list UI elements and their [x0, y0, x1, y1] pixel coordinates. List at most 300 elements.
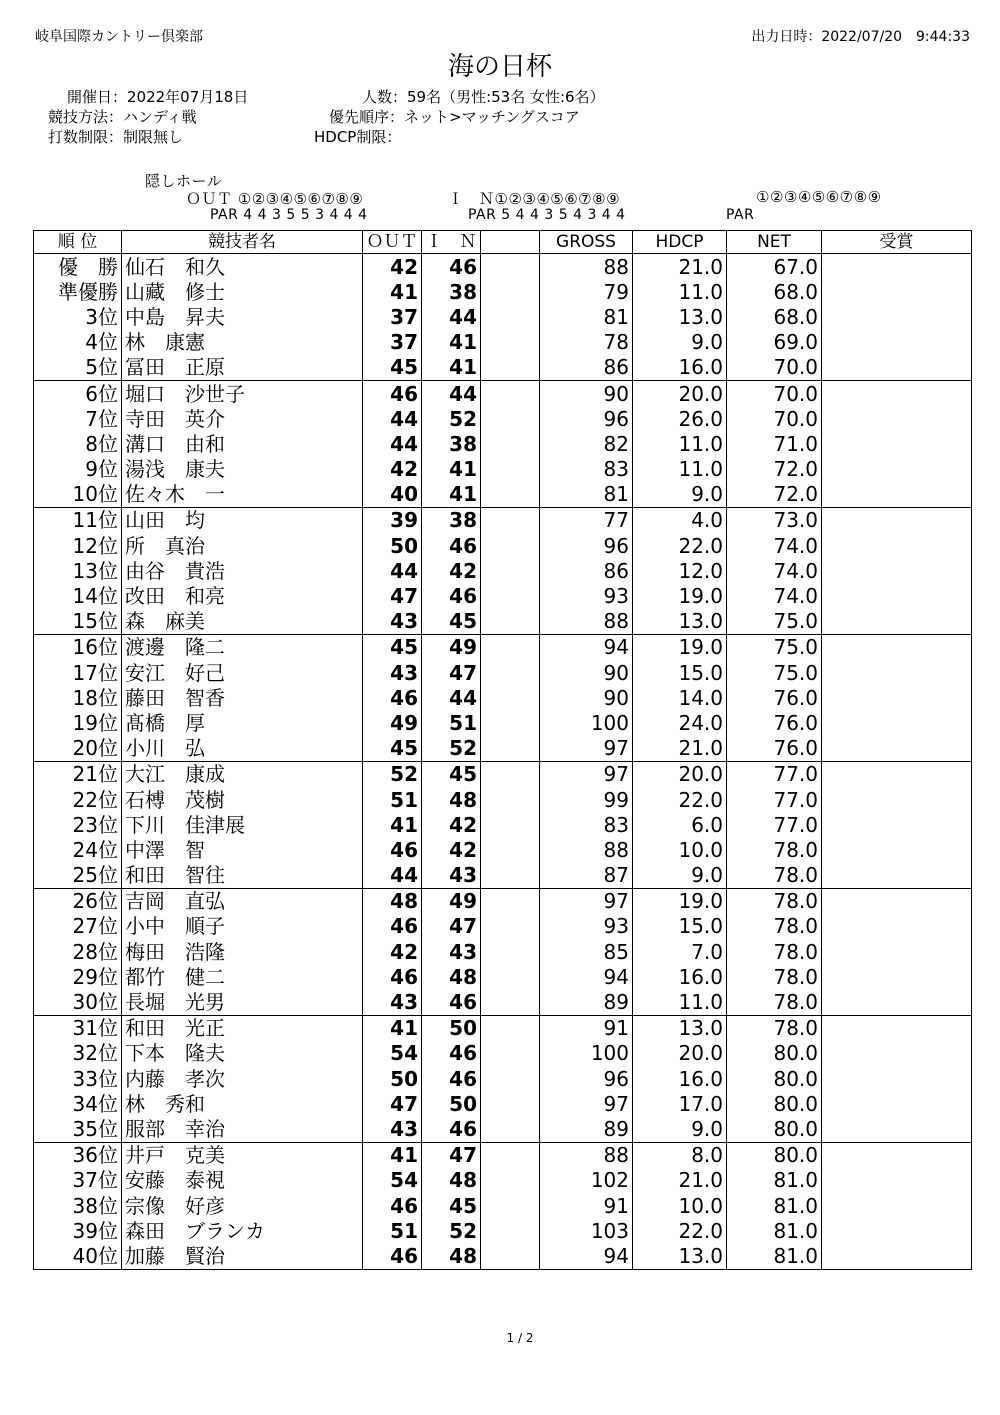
cell-hdcp: 9.0 [633, 482, 727, 508]
cell-rank: 7位 [34, 406, 122, 431]
table-row [34, 1142, 972, 1168]
cell-hdcp: 22.0 [633, 787, 727, 812]
cell-out-score: 41 [363, 1015, 422, 1041]
cell-player-name: 由谷 貴浩 [122, 558, 363, 583]
cell-hdcp: 20.0 [633, 380, 727, 406]
cell-award [822, 888, 972, 914]
cell-award [822, 1218, 972, 1243]
cell-net: 78.0 [727, 837, 822, 862]
cell-net: 78.0 [727, 914, 822, 939]
cell-blank [481, 1168, 540, 1193]
cell-net: 76.0 [727, 710, 822, 735]
cell-rank: 30位 [34, 989, 122, 1015]
table-row [34, 863, 972, 889]
cell-award [822, 660, 972, 685]
cell-out-score: 44 [363, 558, 422, 583]
cell-award [822, 812, 972, 837]
cell-gross: 100 [540, 710, 633, 735]
cell-in-score: 50 [422, 1091, 481, 1116]
cell-net: 81.0 [727, 1193, 822, 1218]
cell-net: 78.0 [727, 964, 822, 989]
hidden-holes-extra: ①②③④⑤⑥⑦⑧⑨ [756, 188, 882, 206]
cell-blank [481, 736, 540, 762]
cell-in-score: 47 [422, 1142, 481, 1168]
cell-net: 78.0 [727, 888, 822, 914]
cell-blank [481, 1218, 540, 1243]
table-row [34, 964, 972, 989]
cell-out-score: 45 [363, 736, 422, 762]
table-row [34, 710, 972, 735]
table-row [34, 1193, 972, 1218]
cell-gross: 86 [540, 355, 633, 381]
cell-out-score: 41 [363, 812, 422, 837]
cell-player-name: 吉岡 直弘 [122, 888, 363, 914]
cell-in-score: 46 [422, 1041, 481, 1066]
cell-rank: 40位 [34, 1243, 122, 1269]
cell-award [822, 1015, 972, 1041]
cell-hdcp: 11.0 [633, 431, 727, 456]
col-gross: GROSS [540, 231, 633, 254]
cell-gross: 88 [540, 609, 633, 635]
cell-hdcp: 13.0 [633, 609, 727, 635]
cell-gross: 91 [540, 1193, 633, 1218]
table-row [34, 812, 972, 837]
cell-player-name: 冨田 正原 [122, 355, 363, 381]
cell-rank: 28位 [34, 939, 122, 964]
cell-out-score: 44 [363, 406, 422, 431]
cell-net: 68.0 [727, 304, 822, 329]
cell-hdcp: 22.0 [633, 1218, 727, 1243]
cell-player-name: 堀口 沙世子 [122, 380, 363, 406]
table-row [34, 583, 972, 608]
cell-out-score: 51 [363, 1218, 422, 1243]
cell-blank [481, 939, 540, 964]
cell-hdcp: 6.0 [633, 812, 727, 837]
cell-hdcp: 11.0 [633, 989, 727, 1015]
cell-hdcp: 20.0 [633, 761, 727, 787]
table-row [34, 406, 972, 431]
cell-player-name: 長堀 光男 [122, 989, 363, 1015]
cell-blank [481, 964, 540, 989]
cell-in-score: 46 [422, 583, 481, 608]
cell-award [822, 1193, 972, 1218]
cell-gross: 90 [540, 380, 633, 406]
cell-out-score: 54 [363, 1041, 422, 1066]
cell-blank [481, 482, 540, 508]
table-row [34, 1116, 972, 1142]
cell-award [822, 1066, 972, 1091]
cell-award [822, 279, 972, 304]
cell-net: 67.0 [727, 254, 822, 280]
cell-net: 78.0 [727, 1015, 822, 1041]
cell-award [822, 787, 972, 812]
cell-gross: 83 [540, 812, 633, 837]
table-row [34, 1041, 972, 1066]
cell-net: 71.0 [727, 431, 822, 456]
cell-award [822, 710, 972, 735]
cell-award [822, 863, 972, 889]
hidden-holes-in: Ｉ Ｎ①②③④⑤⑥⑦⑧⑨ [448, 190, 621, 208]
cell-net: 72.0 [727, 482, 822, 508]
cell-hdcp: 13.0 [633, 304, 727, 329]
cell-gross: 77 [540, 507, 633, 533]
table-row [34, 254, 972, 280]
cell-in-score: 42 [422, 837, 481, 862]
cell-gross: 97 [540, 1091, 633, 1116]
cell-player-name: 渡邊 隆二 [122, 634, 363, 660]
cell-in-score: 47 [422, 914, 481, 939]
hidden-holes-out-par: PAR 4 4 3 5 5 3 4 4 4 [210, 207, 368, 223]
cell-blank [481, 406, 540, 431]
cell-blank [481, 1015, 540, 1041]
cell-blank [481, 989, 540, 1015]
table-row [34, 1015, 972, 1041]
cell-hdcp: 15.0 [633, 660, 727, 685]
cell-rank: 9位 [34, 457, 122, 482]
cell-award [822, 989, 972, 1015]
cell-rank: 14位 [34, 583, 122, 608]
cell-gross: 93 [540, 583, 633, 608]
cell-rank: 5位 [34, 355, 122, 381]
cell-player-name: 小中 順子 [122, 914, 363, 939]
cell-in-score: 41 [422, 482, 481, 508]
cell-blank [481, 812, 540, 837]
cell-out-score: 51 [363, 787, 422, 812]
cell-player-name: 中島 昇夫 [122, 304, 363, 329]
col-rank: 順 位 [34, 231, 122, 254]
cell-blank [481, 863, 540, 889]
cell-rank: 34位 [34, 1091, 122, 1116]
cell-hdcp: 9.0 [633, 330, 727, 355]
cell-in-score: 41 [422, 457, 481, 482]
cell-in-score: 46 [422, 533, 481, 558]
cell-blank [481, 457, 540, 482]
cell-award [822, 558, 972, 583]
cell-player-name: 宗像 好彦 [122, 1193, 363, 1218]
cell-player-name: 仙石 和久 [122, 254, 363, 280]
cell-gross: 102 [540, 1168, 633, 1193]
cell-out-score: 42 [363, 457, 422, 482]
cell-net: 73.0 [727, 507, 822, 533]
cell-player-name: 加藤 賢治 [122, 1243, 363, 1269]
cell-player-name: 安藤 泰視 [122, 1168, 363, 1193]
cell-in-score: 51 [422, 710, 481, 735]
results-table [33, 230, 972, 1270]
cell-in-score: 38 [422, 279, 481, 304]
cell-gross: 93 [540, 914, 633, 939]
cell-award [822, 355, 972, 381]
cell-net: 72.0 [727, 457, 822, 482]
cell-rank: 32位 [34, 1041, 122, 1066]
cell-net: 69.0 [727, 330, 822, 355]
cell-player-name: 梅田 浩隆 [122, 939, 363, 964]
cell-award [822, 964, 972, 989]
cell-blank [481, 1193, 540, 1218]
cell-hdcp: 7.0 [633, 939, 727, 964]
table-row [34, 279, 972, 304]
cell-out-score: 44 [363, 431, 422, 456]
cell-player-name: 湯浅 康夫 [122, 457, 363, 482]
cell-rank: 3位 [34, 304, 122, 329]
cell-blank [481, 710, 540, 735]
cell-player-name: 森田 ブランカ [122, 1218, 363, 1243]
cell-blank [481, 660, 540, 685]
cell-award [822, 406, 972, 431]
cell-blank [481, 431, 540, 456]
table-row [34, 355, 972, 381]
cell-rank: 24位 [34, 837, 122, 862]
table-row [34, 558, 972, 583]
cell-out-score: 49 [363, 710, 422, 735]
table-row [34, 1168, 972, 1193]
cell-net: 78.0 [727, 939, 822, 964]
cell-blank [481, 330, 540, 355]
cell-net: 74.0 [727, 558, 822, 583]
table-row [34, 609, 972, 635]
cell-net: 81.0 [727, 1218, 822, 1243]
cell-in-score: 46 [422, 254, 481, 280]
cell-in-score: 44 [422, 685, 481, 710]
cell-in-score: 44 [422, 380, 481, 406]
cell-rank: 27位 [34, 914, 122, 939]
cell-rank: 8位 [34, 431, 122, 456]
cell-gross: 82 [540, 431, 633, 456]
cell-out-score: 43 [363, 609, 422, 635]
cell-blank [481, 507, 540, 533]
table-row [34, 380, 972, 406]
cell-player-name: 下川 佳津展 [122, 812, 363, 837]
cell-net: 78.0 [727, 863, 822, 889]
cell-in-score: 46 [422, 1116, 481, 1142]
cell-gross: 90 [540, 685, 633, 710]
cell-hdcp: 13.0 [633, 1015, 727, 1041]
cell-award [822, 533, 972, 558]
cell-gross: 97 [540, 888, 633, 914]
cell-rank: 準優勝 [34, 279, 122, 304]
cell-player-name: 藤田 智香 [122, 685, 363, 710]
cell-award [822, 431, 972, 456]
cell-hdcp: 24.0 [633, 710, 727, 735]
cell-in-score: 50 [422, 1015, 481, 1041]
cell-gross: 96 [540, 406, 633, 431]
cell-hdcp: 8.0 [633, 1142, 727, 1168]
meta-players: 人数：59名（男性:53名 女性:6名） [362, 88, 605, 106]
cell-rank: 19位 [34, 710, 122, 735]
cell-award [822, 1243, 972, 1269]
cell-player-name: 服部 幸治 [122, 1116, 363, 1142]
cell-blank [481, 304, 540, 329]
cell-net: 77.0 [727, 787, 822, 812]
cell-rank: 23位 [34, 812, 122, 837]
cell-blank [481, 1041, 540, 1066]
cell-award [822, 254, 972, 280]
cell-rank: 39位 [34, 1218, 122, 1243]
cell-gross: 96 [540, 533, 633, 558]
cell-rank: 12位 [34, 533, 122, 558]
cell-net: 81.0 [727, 1243, 822, 1269]
cell-in-score: 38 [422, 507, 481, 533]
cell-rank: 21位 [34, 761, 122, 787]
cell-net: 74.0 [727, 583, 822, 608]
col-award: 受賞 [822, 231, 972, 254]
cell-out-score: 54 [363, 1168, 422, 1193]
cell-in-score: 48 [422, 964, 481, 989]
cell-award [822, 380, 972, 406]
cell-out-score: 45 [363, 355, 422, 381]
cell-player-name: 大江 康成 [122, 761, 363, 787]
cell-player-name: 安江 好己 [122, 660, 363, 685]
cell-gross: 87 [540, 863, 633, 889]
cell-gross: 88 [540, 254, 633, 280]
cell-blank [481, 1116, 540, 1142]
cell-player-name: 小川 弘 [122, 736, 363, 762]
cell-rank: 4位 [34, 330, 122, 355]
col-blank [481, 231, 540, 254]
meta-method: 競技方法：ハンディ戦 [48, 108, 197, 126]
cell-out-score: 46 [363, 1193, 422, 1218]
table-row [34, 304, 972, 329]
cell-gross: 94 [540, 1243, 633, 1269]
cell-rank: 6位 [34, 380, 122, 406]
cell-net: 76.0 [727, 685, 822, 710]
cell-net: 77.0 [727, 812, 822, 837]
cell-gross: 97 [540, 761, 633, 787]
cell-blank [481, 787, 540, 812]
cell-net: 68.0 [727, 279, 822, 304]
cell-award [822, 330, 972, 355]
cell-in-score: 45 [422, 609, 481, 635]
cell-hdcp: 22.0 [633, 533, 727, 558]
cell-out-score: 43 [363, 989, 422, 1015]
cell-net: 77.0 [727, 761, 822, 787]
cell-blank [481, 634, 540, 660]
cell-hdcp: 11.0 [633, 457, 727, 482]
cell-net: 70.0 [727, 380, 822, 406]
cell-out-score: 42 [363, 254, 422, 280]
cell-net: 76.0 [727, 736, 822, 762]
cell-out-score: 45 [363, 634, 422, 660]
table-row [34, 837, 972, 862]
table-row [34, 634, 972, 660]
cell-in-score: 46 [422, 989, 481, 1015]
cell-out-score: 46 [363, 685, 422, 710]
cell-hdcp: 19.0 [633, 888, 727, 914]
cell-in-score: 41 [422, 355, 481, 381]
cell-gross: 91 [540, 1015, 633, 1041]
cell-hdcp: 10.0 [633, 837, 727, 862]
hidden-holes-extra-par: PAR [726, 207, 755, 223]
cell-rank: 37位 [34, 1168, 122, 1193]
cell-award [822, 837, 972, 862]
table-row [34, 1066, 972, 1091]
cell-player-name: 森 麻美 [122, 609, 363, 635]
cell-player-name: 所 真治 [122, 533, 363, 558]
table-row [34, 787, 972, 812]
cell-hdcp: 9.0 [633, 863, 727, 889]
cell-net: 80.0 [727, 1116, 822, 1142]
cell-in-score: 42 [422, 558, 481, 583]
cell-gross: 96 [540, 1066, 633, 1091]
cell-hdcp: 10.0 [633, 1193, 727, 1218]
cell-hdcp: 16.0 [633, 964, 727, 989]
cell-award [822, 939, 972, 964]
meta-priority: 優先順序：ネット>マッチングスコア [329, 108, 580, 126]
meta-limit: 打数制限：制限無し [48, 128, 184, 146]
cell-award [822, 685, 972, 710]
cell-award [822, 583, 972, 608]
table-row [34, 685, 972, 710]
cell-in-score: 52 [422, 1218, 481, 1243]
cell-net: 80.0 [727, 1142, 822, 1168]
cell-blank [481, 583, 540, 608]
cell-gross: 81 [540, 304, 633, 329]
cell-out-score: 46 [363, 914, 422, 939]
cell-hdcp: 14.0 [633, 685, 727, 710]
cell-hdcp: 20.0 [633, 1041, 727, 1066]
cell-rank: 38位 [34, 1193, 122, 1218]
cell-award [822, 1091, 972, 1116]
cell-net: 75.0 [727, 634, 822, 660]
cell-gross: 100 [540, 1041, 633, 1066]
cell-in-score: 41 [422, 330, 481, 355]
cell-blank [481, 254, 540, 280]
table-row [34, 939, 972, 964]
cell-out-score: 50 [363, 1066, 422, 1091]
cell-player-name: 溝口 由和 [122, 431, 363, 456]
cell-out-score: 42 [363, 939, 422, 964]
cell-player-name: 下本 隆夫 [122, 1041, 363, 1066]
cell-player-name: 山藏 修士 [122, 279, 363, 304]
cell-rank: 36位 [34, 1142, 122, 1168]
cell-gross: 88 [540, 837, 633, 862]
cell-award [822, 1168, 972, 1193]
cell-hdcp: 17.0 [633, 1091, 727, 1116]
cell-hdcp: 21.0 [633, 736, 727, 762]
cell-in-score: 45 [422, 1193, 481, 1218]
col-player: 競技者名 [122, 231, 363, 254]
table-row [34, 888, 972, 914]
cell-award [822, 914, 972, 939]
cell-in-score: 49 [422, 634, 481, 660]
cell-blank [481, 914, 540, 939]
cell-hdcp: 9.0 [633, 1116, 727, 1142]
cell-in-score: 48 [422, 1168, 481, 1193]
page-number: 1 / 2 [506, 1331, 534, 1345]
table-row [34, 1218, 972, 1243]
cell-gross: 99 [540, 787, 633, 812]
cell-hdcp: 16.0 [633, 355, 727, 381]
cell-player-name: 中澤 智 [122, 837, 363, 862]
cell-blank [481, 1243, 540, 1269]
cell-in-score: 43 [422, 863, 481, 889]
col-hdcp: HDCP [633, 231, 727, 254]
table-row [34, 736, 972, 762]
cell-hdcp: 21.0 [633, 1168, 727, 1193]
cell-net: 81.0 [727, 1168, 822, 1193]
table-row [34, 914, 972, 939]
cell-player-name: 山田 均 [122, 507, 363, 533]
cell-in-score: 49 [422, 888, 481, 914]
cell-award [822, 609, 972, 635]
cell-gross: 94 [540, 634, 633, 660]
cell-out-score: 41 [363, 1142, 422, 1168]
cell-award [822, 1041, 972, 1066]
meta-hdcp-limit: HDCP制限： [314, 128, 402, 146]
cell-rank: 13位 [34, 558, 122, 583]
cell-in-score: 48 [422, 1243, 481, 1269]
cell-in-score: 45 [422, 761, 481, 787]
table-row [34, 482, 972, 508]
